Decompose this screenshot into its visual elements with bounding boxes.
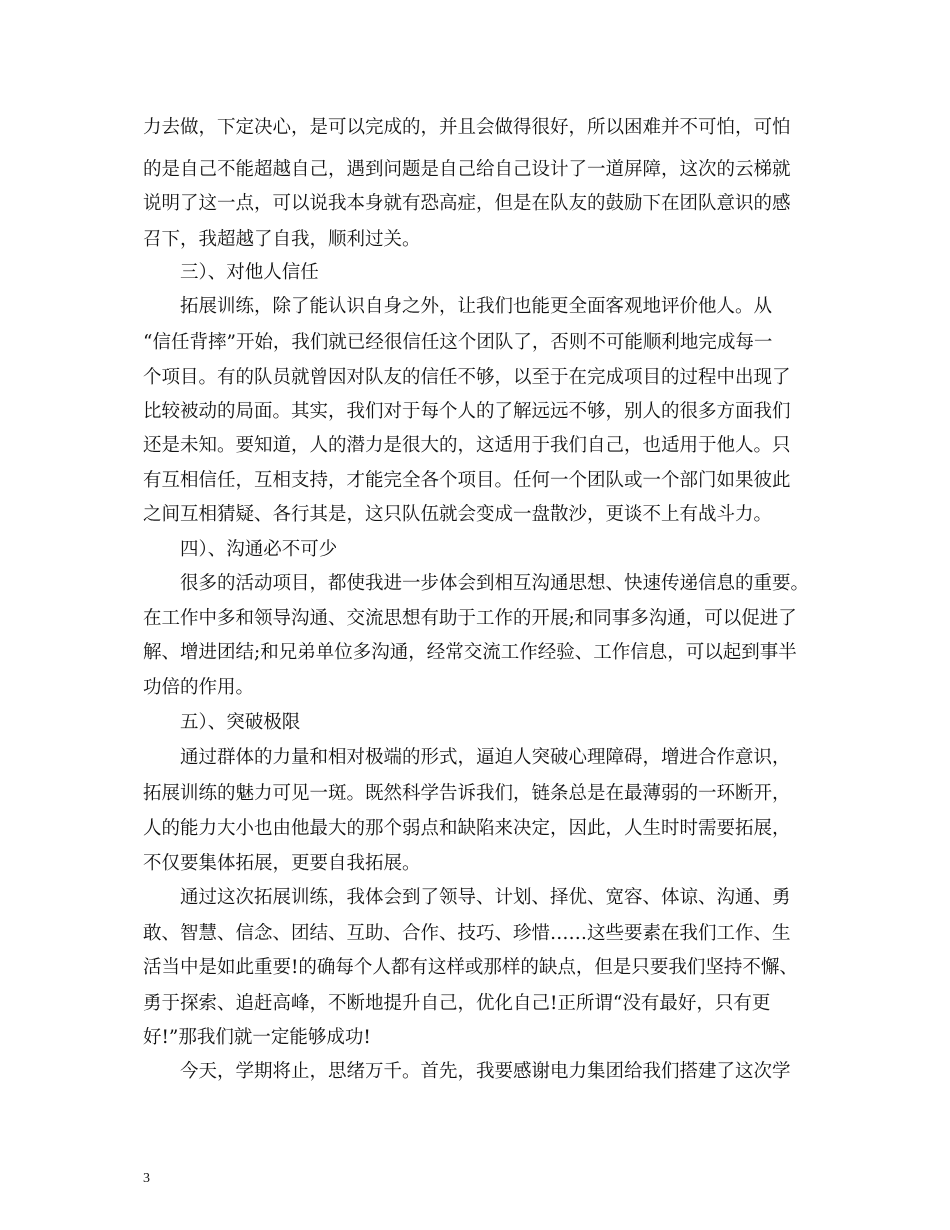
text-line: 今天，学期将止，思绪万千。首先，我要感谢电力集团给我们搭建了这次学	[180, 1061, 791, 1082]
text-line: 拓展训练，除了能认识自身之外，让我们也能更全面客观地评价他人。从	[180, 296, 773, 317]
text-line: 活当中是如此重要!的确每个人都有这样或那样的缺点，但是只要我们坚持不懈、	[143, 957, 798, 978]
text-line: “信任背摔”开始，我们就已经很信任这个团队了，否则不可能顺利地完成每一	[143, 332, 773, 353]
text-line: 好!”那我们就一定能够成功!	[143, 1027, 371, 1048]
text-line: 召下，我超越了自我，顺利过关。	[143, 229, 421, 250]
section-heading: 四）、沟通必不可少	[180, 539, 338, 560]
text-line: 还是未知。要知道，人的潜力是很大的，这适用于我们自己，也适用于他人。只	[143, 435, 791, 456]
text-line: 解、增进团结;和兄弟单位多沟通，经常交流工作经验、工作信息，可以起到事半	[143, 642, 797, 663]
text-line: 的是自己不能超越自己，遇到问题是自己给自己设计了一道屏障，这次的云梯就	[143, 159, 791, 180]
text-line: 很多的活动项目，都使我进一步体会到相互沟通思想、快速传递信息的重要。	[180, 573, 810, 594]
text-line: 之间互相猜疑、各行其是，这只队伍就会变成一盘散沙，更谈不上有战斗力。	[143, 504, 773, 525]
text-line: 敢、智慧、信念、团结、互助、合作、技巧、珍惜……这些要素在我们工作、生	[143, 923, 791, 944]
text-line: 通过群体的力量和相对极端的形式，逼迫人突破心理障碍，增进合作意识，	[180, 747, 791, 768]
page-number: 3	[143, 1171, 150, 1186]
text-line: 个项目。有的队员就曾因对队友的信任不够，以至于在完成项目的过程中出现了	[143, 367, 791, 388]
section-heading: 三）、对他人信任	[180, 262, 319, 283]
text-line: 比较被动的局面。其实，我们对于每个人的了解远远不够，别人的很多方面我们	[143, 401, 791, 422]
text-line: 不仅要集体拓展，更要自我拓展。	[143, 853, 421, 874]
text-line: 在工作中多和领导沟通、交流思想有助于工作的开展;和同事多沟通，可以促进了	[143, 608, 797, 629]
text-line: 人的能力大小也由他最大的那个弱点和缺陷来决定，因此，人生时时需要拓展，	[143, 818, 791, 839]
section-heading: 五）、突破极限	[180, 712, 301, 733]
text-line: 功倍的作用。	[143, 677, 255, 698]
text-line: 力去做，下定决心，是可以完成的，并且会做得很好，所以困难并不可怕，可怕	[143, 117, 791, 138]
text-line: 勇于探索、追赶高峰，不断地提升自己，优化自己!正所谓“没有最好，只有更	[143, 993, 771, 1014]
text-line: 通过这次拓展训练，我体会到了领导、计划、择优、宽容、体谅、沟通、勇	[180, 887, 791, 908]
text-line: 有互相信任，互相支持，才能完全各个项目。任何一个团队或一个部门如果彼此	[143, 470, 791, 491]
text-line: 说明了这一点，可以说我本身就有恐高症，但是在队友的鼓励下在团队意识的感	[143, 193, 791, 214]
text-line: 拓展训练的魅力可见一斑。既然科学告诉我们，链条总是在最薄弱的一环断开，	[143, 783, 791, 804]
